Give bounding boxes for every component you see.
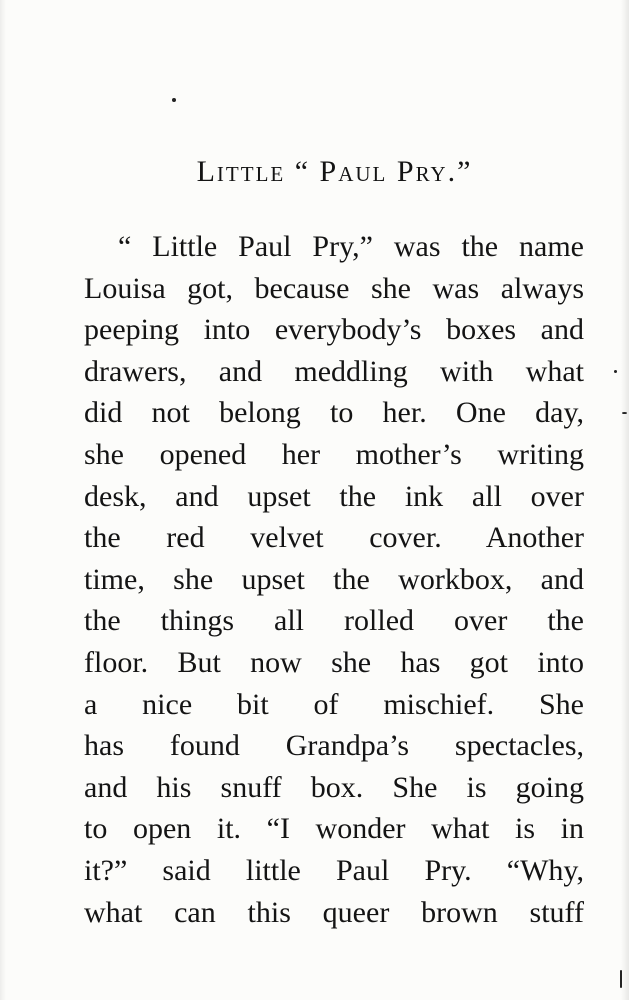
text-line: and his snuff box. She is going bbox=[84, 770, 584, 804]
page-left-shadow bbox=[0, 0, 6, 1000]
text-line: to open it. “I wonder what is in bbox=[84, 812, 584, 846]
text-line: floor. But now she has got into bbox=[84, 645, 584, 679]
text-line: did not belong to her. One day, bbox=[84, 396, 584, 430]
text-line: the red velvet cover. Another bbox=[84, 521, 584, 555]
text-line: it?” said little Paul Pry. “Why, bbox=[84, 853, 584, 887]
text-line: Louisa got, because she was always bbox=[84, 271, 584, 305]
page-title: Little “ Paul Pry.” bbox=[196, 155, 473, 188]
text-line: a nice bit of mischief. She bbox=[84, 687, 584, 721]
text-line: what can this queer brown stuff bbox=[84, 895, 584, 929]
text-line: “ Little Paul Pry,” was the name bbox=[118, 230, 584, 263]
text-line: desk, and upset the ink all over bbox=[84, 479, 584, 513]
text-line: time, she upset the workbox, and bbox=[84, 562, 584, 596]
ink-speck bbox=[622, 412, 627, 414]
text-line: she opened her mother’s writing bbox=[84, 437, 584, 471]
ink-speck bbox=[614, 370, 617, 373]
text-line: has found Grandpa’s spectacles, bbox=[84, 729, 584, 763]
story-text bbox=[84, 226, 584, 933]
text-line: the things all rolled over the bbox=[84, 604, 584, 638]
text-line: drawers, and meddling with what bbox=[84, 354, 584, 388]
ink-speck bbox=[172, 98, 176, 102]
text-line: peeping into everybody’s boxes and bbox=[84, 313, 584, 347]
ink-speck bbox=[620, 970, 622, 988]
page-right-shadow bbox=[621, 0, 629, 1000]
